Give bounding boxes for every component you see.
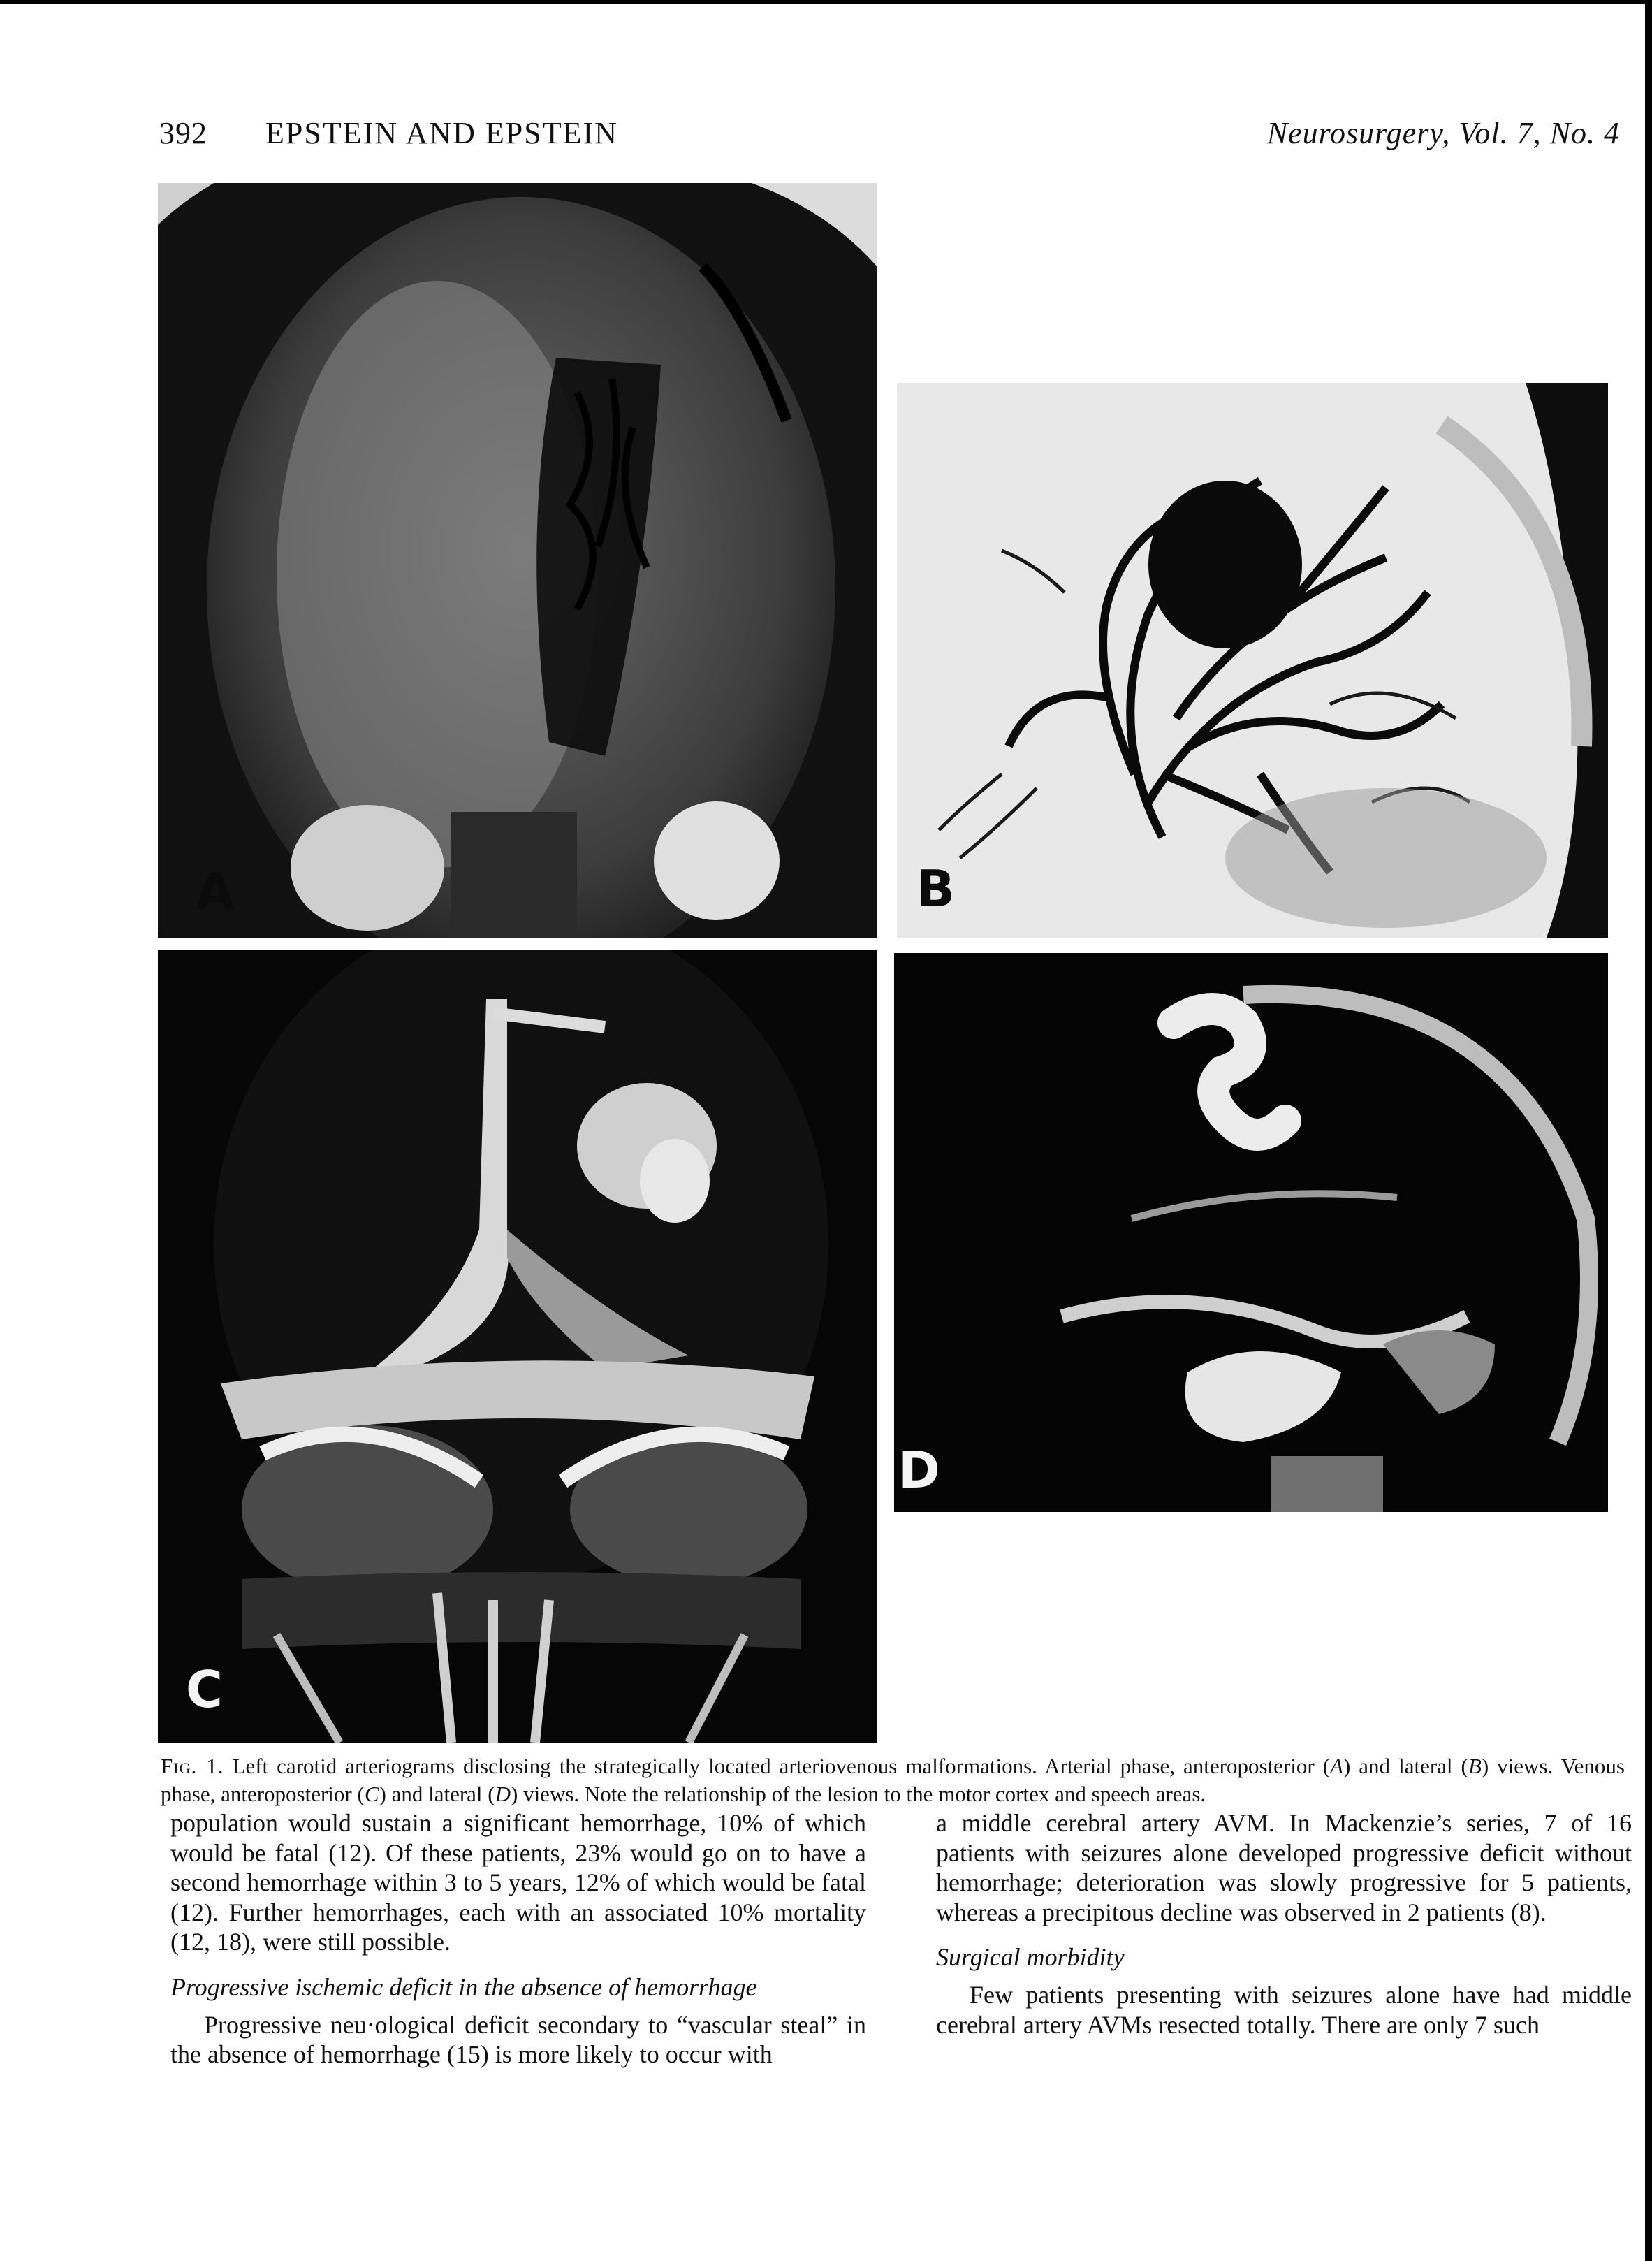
running-head xyxy=(159,115,1620,157)
figure-panel-a xyxy=(158,183,877,938)
running-head-journal: Neurosurgery, Vol. 7, No. 4 xyxy=(1266,116,1620,150)
caption-text: ) and lateral ( xyxy=(1343,1754,1468,1778)
panel-letter-d: D xyxy=(898,1441,940,1499)
caption-ref-c: C xyxy=(364,1782,379,1806)
caption-ref-a: A xyxy=(1330,1754,1343,1778)
section-heading: Surgical morbidity xyxy=(936,1943,1125,1971)
figure-caption-label: Fig. 1. xyxy=(161,1754,224,1778)
right-text-column xyxy=(936,1808,1632,2040)
left-text-column xyxy=(170,1808,866,2070)
caption-text: ) and lateral ( xyxy=(379,1782,495,1806)
panel-letter-a: A xyxy=(196,862,235,921)
caption-text: ) views. Venous phase, anteroposterior ( xyxy=(161,1754,1625,1806)
caption-ref-b: B xyxy=(1468,1754,1482,1778)
xray-icon xyxy=(894,953,1608,1512)
caption-ref-d: D xyxy=(495,1782,511,1806)
xray-icon xyxy=(158,183,877,938)
running-head-authors: EPSTEIN AND EPSTEIN xyxy=(265,116,618,150)
caption-text: Left carotid arteriograms disclosing the strategically located arteriovenous malformations. Arterial phase, anteroposterior ( xyxy=(232,1754,1331,1778)
caption-text: ) views. Note the relationship of the lesion to the motor cortex and speech areas. xyxy=(511,1782,1206,1806)
figure-panel-d xyxy=(894,953,1608,1512)
body-paragraph: Progressive neu·ological deficit secondary to “vascular steal” in the absence of hemorrhage (15) is more likely to occur with xyxy=(170,2010,866,2068)
figure-caption xyxy=(161,1752,1625,1808)
page-number: 392 xyxy=(159,116,207,150)
panel-letter-b: B xyxy=(916,859,955,918)
xray-icon xyxy=(158,950,877,1743)
body-paragraph: Few patients presenting with seizures alone have had middle cerebral artery AVMs resected totally. There are only 7 such xyxy=(936,1981,1632,2039)
figure-panel-b xyxy=(897,383,1608,938)
figure-panel-c xyxy=(158,950,877,1743)
section-heading: Progressive ischemic deficit in the absence of hemorrhage xyxy=(170,1972,757,2001)
xray-icon xyxy=(897,383,1608,938)
panel-letter-c: C xyxy=(186,1660,223,1719)
body-paragraph: a middle cerebral artery AVM. In Mackenzie’s series, 7 of 16 patients with seizures alone developed progressive deficit without hemorrhage; deterioration was slowly progressive for 5 patients, whereas a precipitous decline was observed in 2 patients (8). xyxy=(936,1809,1632,1926)
body-paragraph: population would sustain a significant hemorrhage, 10% of which would be fatal (12). Of these patients, 23% would go on to have a second hemorrhage within 3 to 5 years, 12% of which would be fatal (12). Further hemorrhages, each with an associated 10% mortality (12, 18), were still possible. xyxy=(170,1809,866,1956)
